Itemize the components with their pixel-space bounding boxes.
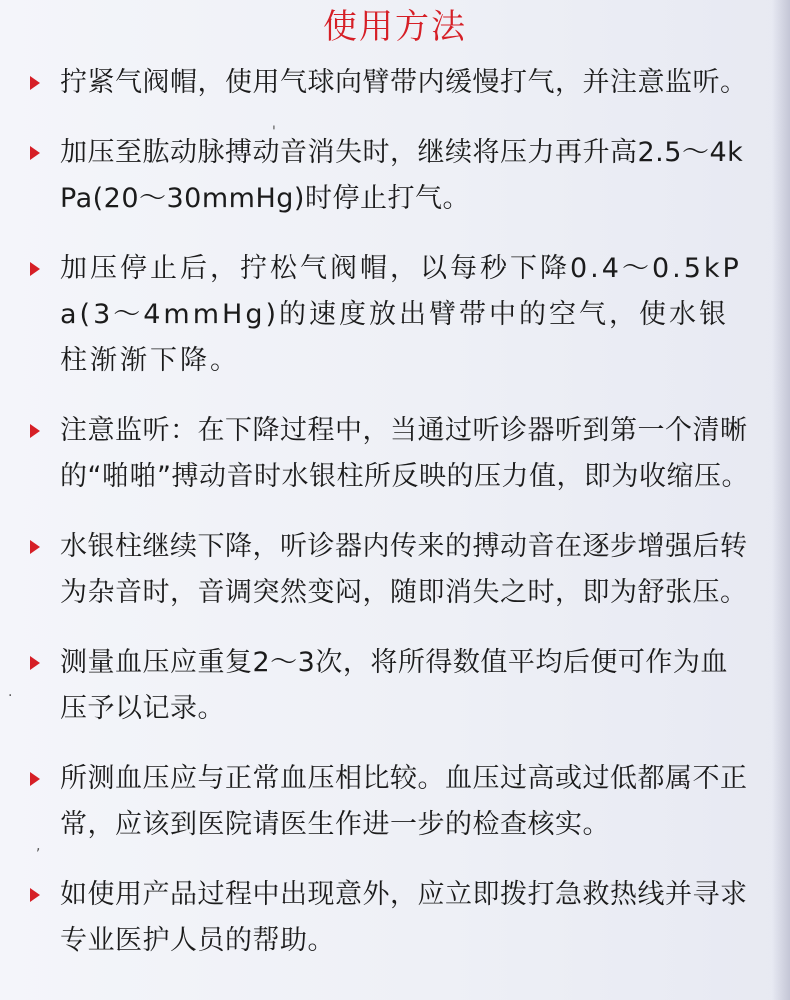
triangle-bullet-icon	[30, 888, 40, 902]
instruction-item-2	[0, 130, 790, 222]
instruction-text: 所测血压应与正常血压相比较。血压过高或过低都属不正常，应该到医院请医生作进一步的检查核实。	[60, 763, 748, 840]
triangle-bullet-icon	[30, 540, 40, 554]
instruction-item-3	[0, 246, 790, 384]
instruction-item-1	[0, 60, 790, 106]
instruction-text: 水银柱继续下降，听诊器内传来的搏动音在逐步增强后转为杂音时，音调突然变闷，随即消失之时，即为舒张压。	[60, 531, 748, 608]
triangle-bullet-icon	[30, 424, 40, 438]
instruction-text: 拧紧气阀帽，使用气球向臂带内缓慢打气，并注意监听。	[60, 67, 748, 98]
instruction-text: 加压至肱动脉搏动音消失时，继续将压力再升高2.5～4kPa(20～30mmHg)时停止打气。	[60, 137, 744, 214]
instruction-text: 测量血压应重复2～3次，将所得数值平均后便可作为血压予以记录。	[60, 647, 728, 724]
instruction-item-4	[0, 408, 790, 500]
print-speck: ,	[36, 838, 41, 854]
triangle-bullet-icon	[30, 146, 40, 160]
instruction-text: 如使用产品过程中出现意外，应立即拨打急救热线并寻求专业医护人员的帮助。	[60, 879, 748, 956]
print-speck: '	[272, 124, 276, 140]
instruction-list	[0, 60, 790, 988]
triangle-bullet-icon	[30, 772, 40, 786]
triangle-bullet-icon	[30, 76, 40, 90]
instruction-item-7	[0, 756, 790, 848]
instruction-item-6	[0, 640, 790, 732]
triangle-bullet-icon	[30, 262, 40, 276]
instruction-item-5	[0, 524, 790, 616]
triangle-bullet-icon	[30, 656, 40, 670]
print-speck: .	[8, 684, 13, 700]
instruction-text: 注意监听：在下降过程中，当通过听诊器听到第一个清晰的“啪啪”搏动音时水银柱所反映的压力值，即为收缩压。	[60, 415, 749, 492]
instruction-item-8	[0, 872, 790, 964]
page-title: 使用方法	[323, 7, 467, 47]
instruction-text: 加压停止后，拧松气阀帽，以每秒下降0.4～0.5kPa(3～4mmHg)的速度放出臂带中的空气，使水银柱渐渐下降。	[60, 253, 742, 376]
